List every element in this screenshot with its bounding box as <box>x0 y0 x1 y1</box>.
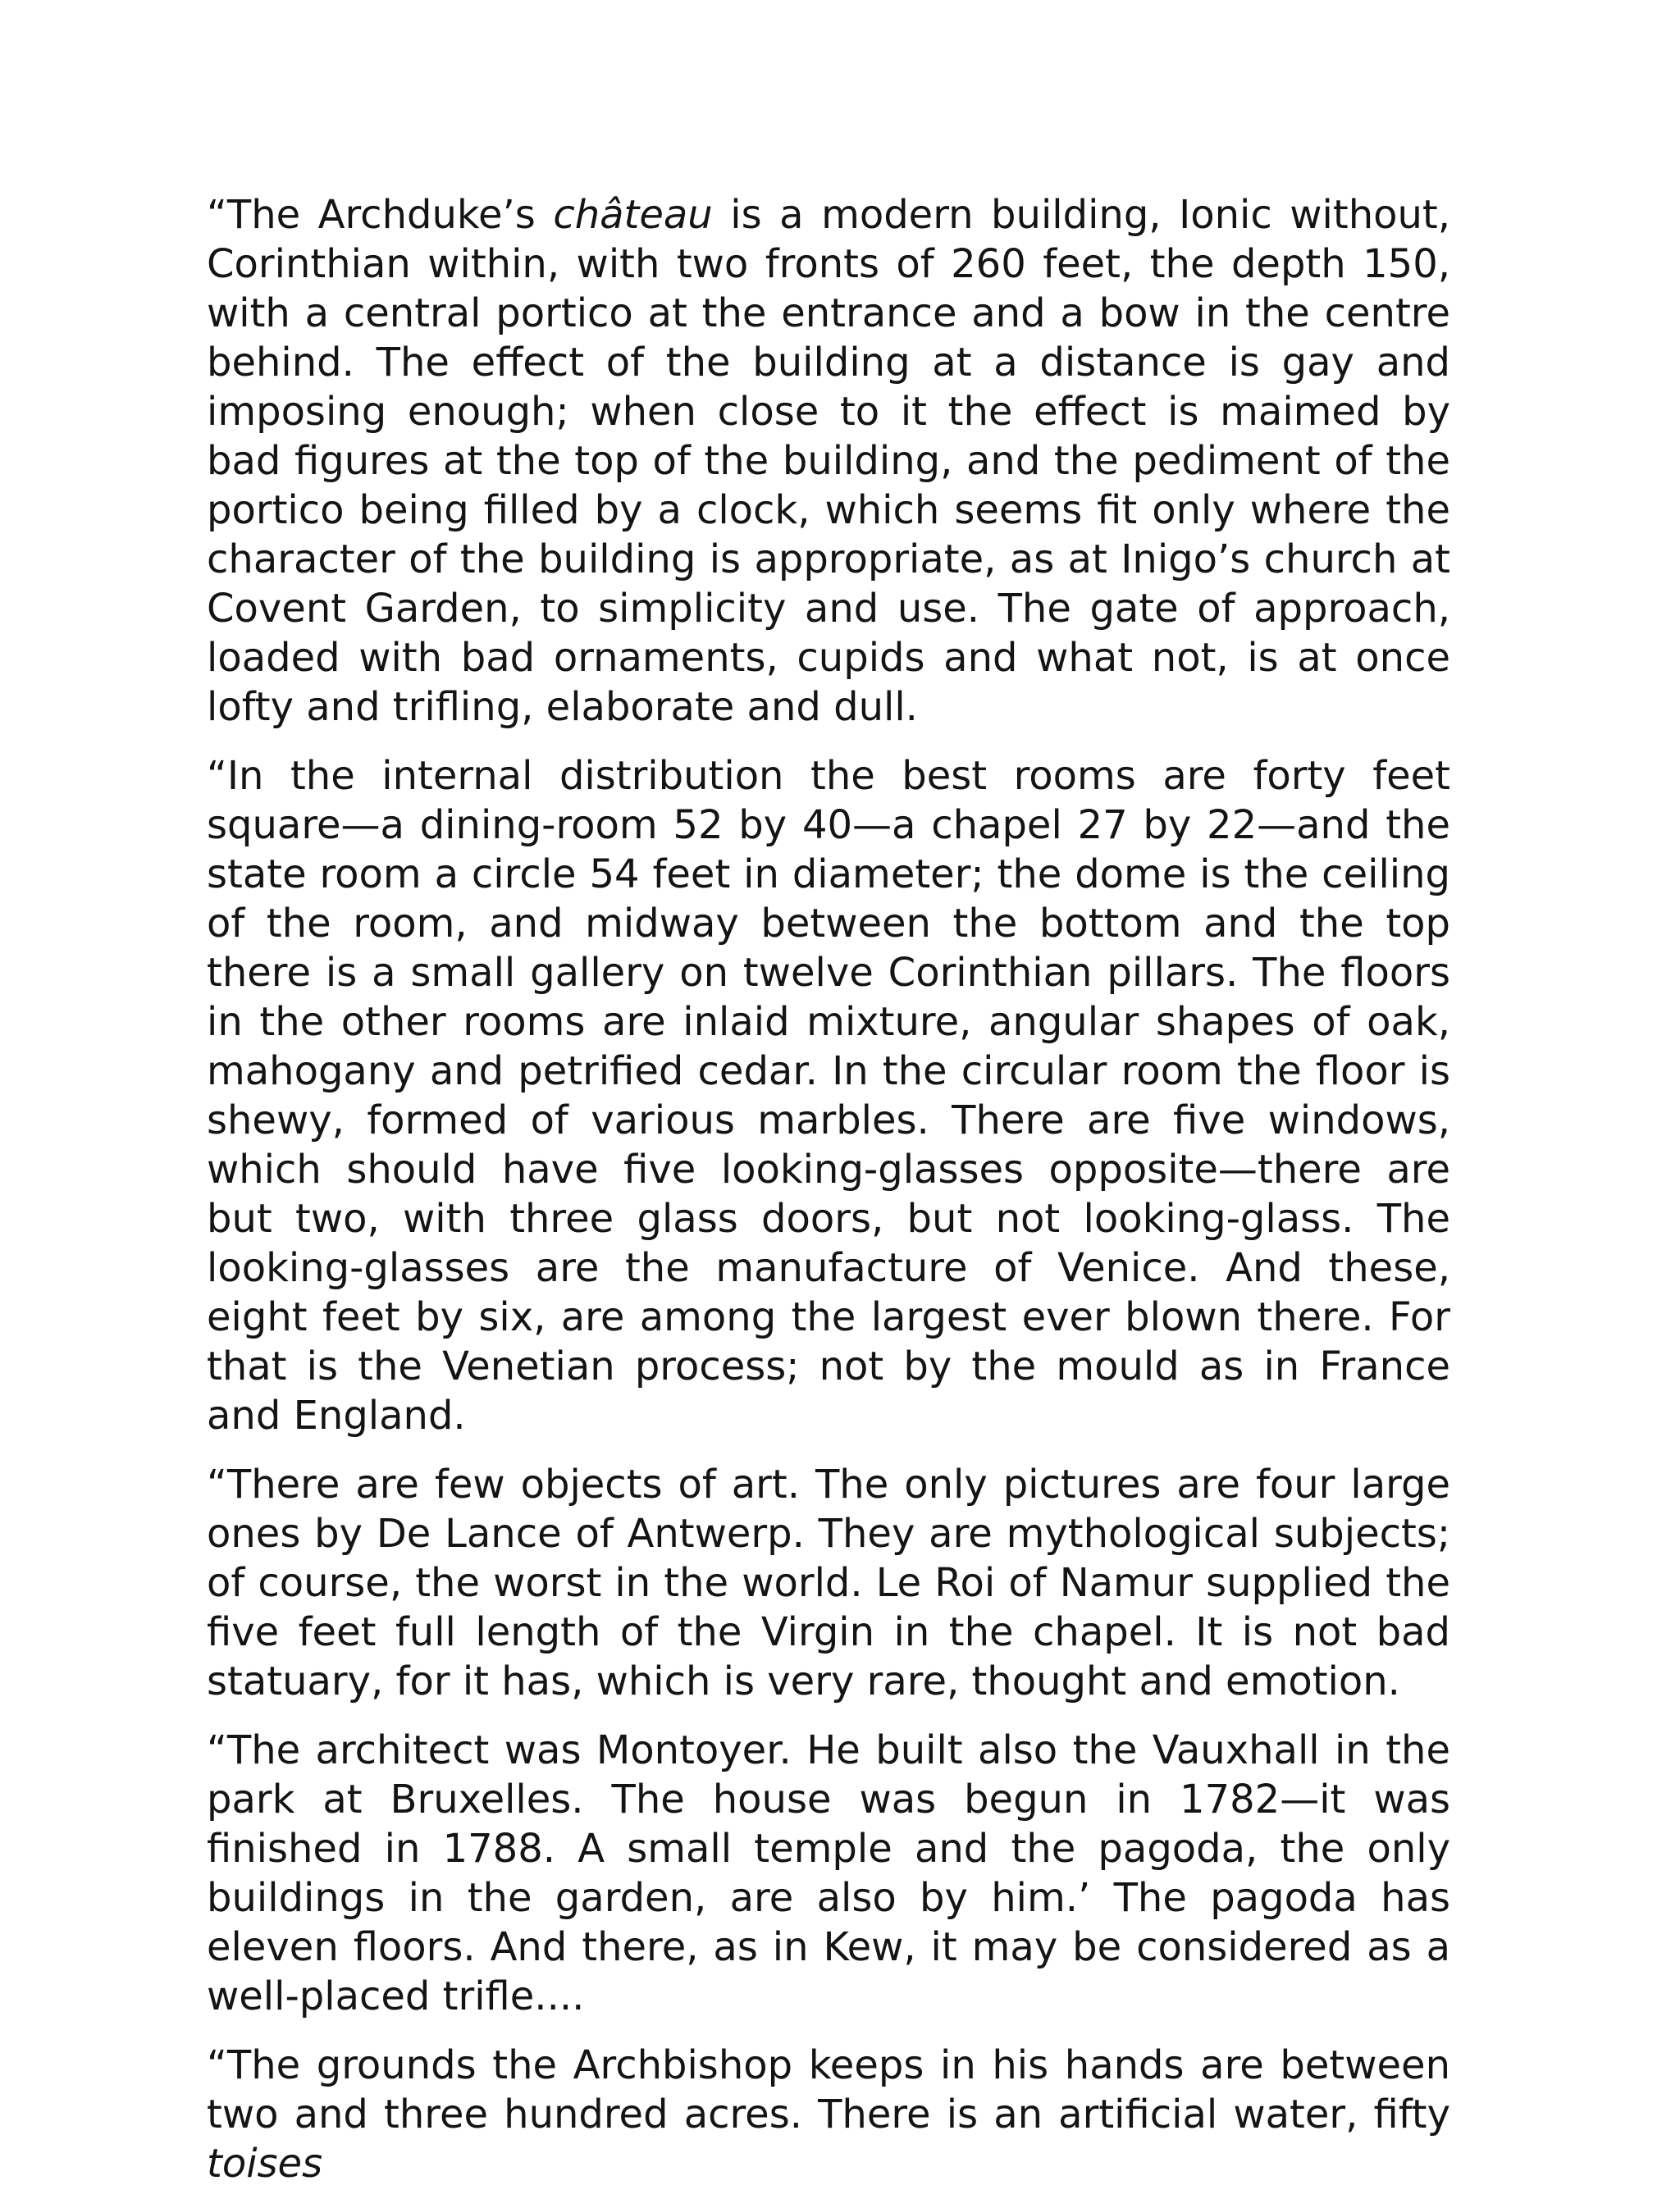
paragraph-5 <box>207 2041 1450 2188</box>
paragraph-4-text: “The architect was Montoyer. He built also the Vauxhall in the park at Bruxelles. The house was begun in 1782—it was finished in 1788. A small temple and the pagoda, the only buildings in the garden, are also by him.’ The pagoda has eleven floors. And there, as in Kew, it may be considered as a well-placed trifle.... <box>207 1727 1450 2019</box>
paragraph-2-text: “In the internal distribution the best rooms are forty feet square—a dining-room 52 by 40—a chapel 27 by 22—and the state room a circle 54 feet in diameter; the dome is the ceiling of the room, and midway between the bottom and the top there is a small gallery on twelve Corinthian pillars. The floors in the other rooms are inlaid mixture, angular shapes of oak, mahogany and petrified cedar. In the circular room the floor is shewy, formed of various marbles. There are five windows, which should have five looking-glasses opposite—there are but two, with three glass doors, but not looking-glass. The looking-glasses are the manufacture of Venice. And these, eight feet by six, are among the largest ever blown there. For that is the Venetian process; not by the mould as in France and England. <box>207 753 1450 1439</box>
paragraph-1-text-2: is a modern building, Ionic without, Corinthian within, with two fronts of 260 feet, the depth 150, with a central portico at the entrance and a bow in the centre behind. The effect of the building at a distance is gay and imposing enough; when close to it the effect is maimed by bad figures at the top of the building, and the pediment of the portico being filled by a clock, which seems fit only where the character of the building is appropriate, as at Inigo’s church at Covent Garden, to simplicity and use. The gate of approach, loaded with bad ornaments, cupids and what not, is at once lofty and trifling, elaborate and dull. <box>207 192 1450 730</box>
paragraph-3-text: “There are few objects of art. The only pictures are four large ones by De Lance of Antwerp. They are mythological subjects; of course, the worst in the world. Le Roi of Namur supplied the five feet full length of the Virgin in the chapel. It is not bad statuary, for it has, which is very rare, thought and emotion. <box>207 1462 1450 1704</box>
document-page <box>207 190 1450 2208</box>
paragraph-5-italic-toises: toises <box>207 2141 323 2187</box>
paragraph-1 <box>207 190 1450 732</box>
paragraph-4 <box>207 1726 1450 2021</box>
paragraph-3 <box>207 1460 1450 1706</box>
paragraph-1-text-1: “The Archduke’s <box>207 192 554 238</box>
paragraph-1-italic-chateau: château <box>553 192 713 238</box>
paragraph-5-text: “The grounds the Archbishop keeps in his hands are between two and three hundred acres. There is an artificial water, fifty <box>207 2042 1450 2137</box>
paragraph-2 <box>207 751 1450 1440</box>
